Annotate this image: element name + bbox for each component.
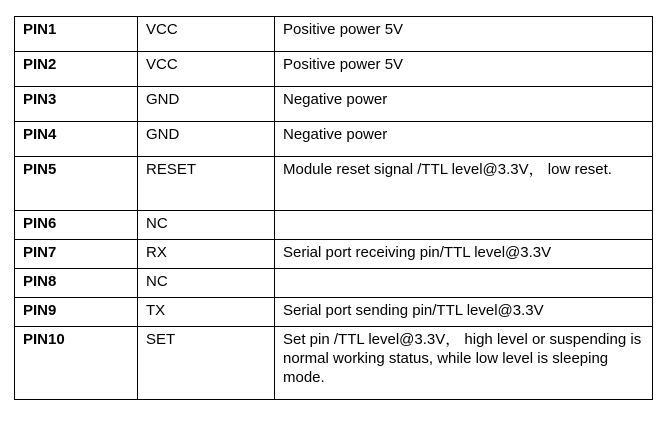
- pin-number-cell: PIN7: [15, 240, 138, 269]
- table-row: [15, 298, 653, 327]
- table-row: [15, 52, 653, 87]
- pin-number-cell: PIN4: [15, 122, 138, 157]
- table-row: [15, 17, 653, 52]
- pin-name-cell: NC: [138, 269, 275, 298]
- table-row: [15, 240, 653, 269]
- table-row: [15, 122, 653, 157]
- pin-name-cell: VCC: [138, 52, 275, 87]
- pin-name-cell: RX: [138, 240, 275, 269]
- pin-name-cell: GND: [138, 87, 275, 122]
- pin-description-cell: Set pin /TTL level@3.3V， high level or suspending is normal working status, while low level is sleeping mode.: [275, 327, 653, 400]
- pin-name-cell: GND: [138, 122, 275, 157]
- pin-description-cell: Negative power: [275, 87, 653, 122]
- pin-number-cell: PIN3: [15, 87, 138, 122]
- pin-description-cell: [275, 269, 653, 298]
- pin-name-cell: TX: [138, 298, 275, 327]
- pin-description-cell: Serial port sending pin/TTL level@3.3V: [275, 298, 653, 327]
- pin-number-cell: PIN10: [15, 327, 138, 400]
- pin-description-cell: Negative power: [275, 122, 653, 157]
- pin-name-cell: RESET: [138, 157, 275, 211]
- pin-description-cell: Module reset signal /TTL level@3.3V， low reset.: [275, 157, 653, 211]
- table-row: [15, 269, 653, 298]
- pin-definition-table: [14, 16, 653, 400]
- table-row: [15, 157, 653, 211]
- pin-number-cell: PIN8: [15, 269, 138, 298]
- table-row: [15, 211, 653, 240]
- table-row: [15, 327, 653, 400]
- pin-name-cell: SET: [138, 327, 275, 400]
- pin-name-cell: NC: [138, 211, 275, 240]
- pin-number-cell: PIN2: [15, 52, 138, 87]
- table-row: [15, 87, 653, 122]
- pin-description-cell: [275, 211, 653, 240]
- pin-number-cell: PIN6: [15, 211, 138, 240]
- pin-description-cell: Positive power 5V: [275, 17, 653, 52]
- pin-name-cell: VCC: [138, 17, 275, 52]
- pin-number-cell: PIN9: [15, 298, 138, 327]
- pin-description-cell: Positive power 5V: [275, 52, 653, 87]
- pin-number-cell: PIN5: [15, 157, 138, 211]
- pin-number-cell: PIN1: [15, 17, 138, 52]
- pin-description-cell: Serial port receiving pin/TTL level@3.3V: [275, 240, 653, 269]
